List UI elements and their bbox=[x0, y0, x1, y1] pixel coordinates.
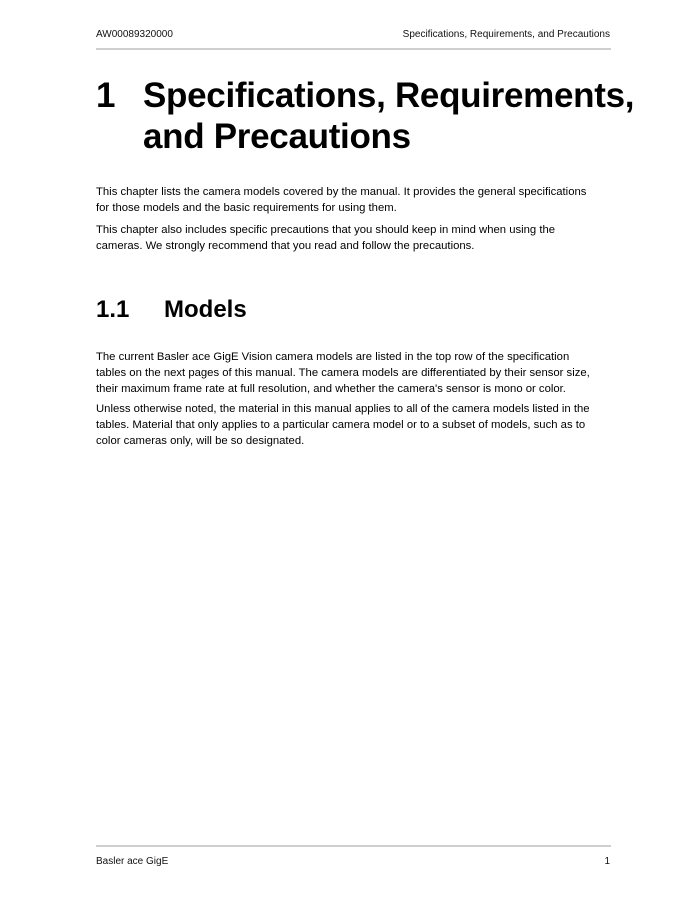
footer-rule bbox=[96, 845, 611, 847]
header-section-title: Specifications, Requirements, and Precautions bbox=[402, 29, 610, 40]
section-number: 1.1 bbox=[96, 296, 130, 323]
text-line: Unless otherwise noted, the material in this manual applies to all of the camera models listed in the bbox=[96, 403, 590, 415]
footer-product: Basler ace GigE bbox=[96, 856, 169, 867]
section-paragraph-1 bbox=[96, 349, 616, 397]
text-line: This chapter also includes specific precautions that you should keep in mind when using the bbox=[96, 224, 556, 236]
section-title: Models bbox=[164, 296, 247, 323]
chapter-paragraph-2 bbox=[96, 222, 616, 254]
text-line: color cameras only, will be so designated. bbox=[96, 435, 305, 447]
chapter-title-line-1: Specifications, Requirements, bbox=[143, 76, 635, 115]
text-line: The current Basler ace GigE Vision camera models are listed in the top row of the specification bbox=[96, 351, 570, 363]
chapter-paragraph-1 bbox=[96, 184, 616, 216]
text-line: for those models and the basic requirements for using them. bbox=[96, 202, 397, 214]
chapter-number: 1 bbox=[96, 76, 116, 115]
footer-page-number: 1 bbox=[604, 856, 610, 867]
text-line: tables. Material that only applies to a particular camera model or to a subset of models, such as to bbox=[96, 419, 586, 431]
text-line: tables on the next pages of this manual. The camera models are differentiated by their sensor size, bbox=[96, 367, 590, 379]
header-rule bbox=[96, 48, 611, 50]
text-line: This chapter lists the camera models covered by the manual. It provides the general specifications bbox=[96, 186, 587, 198]
section-paragraph-2 bbox=[96, 401, 616, 449]
text-line: their maximum frame rate at full resolution, and whether the camera's sensor is mono or color. bbox=[96, 383, 566, 395]
header-doc-id: AW00089320000 bbox=[96, 29, 173, 40]
text-line: cameras. We strongly recommend that you read and follow the precautions. bbox=[96, 240, 475, 252]
chapter-title-line-2: and Precautions bbox=[143, 117, 411, 156]
